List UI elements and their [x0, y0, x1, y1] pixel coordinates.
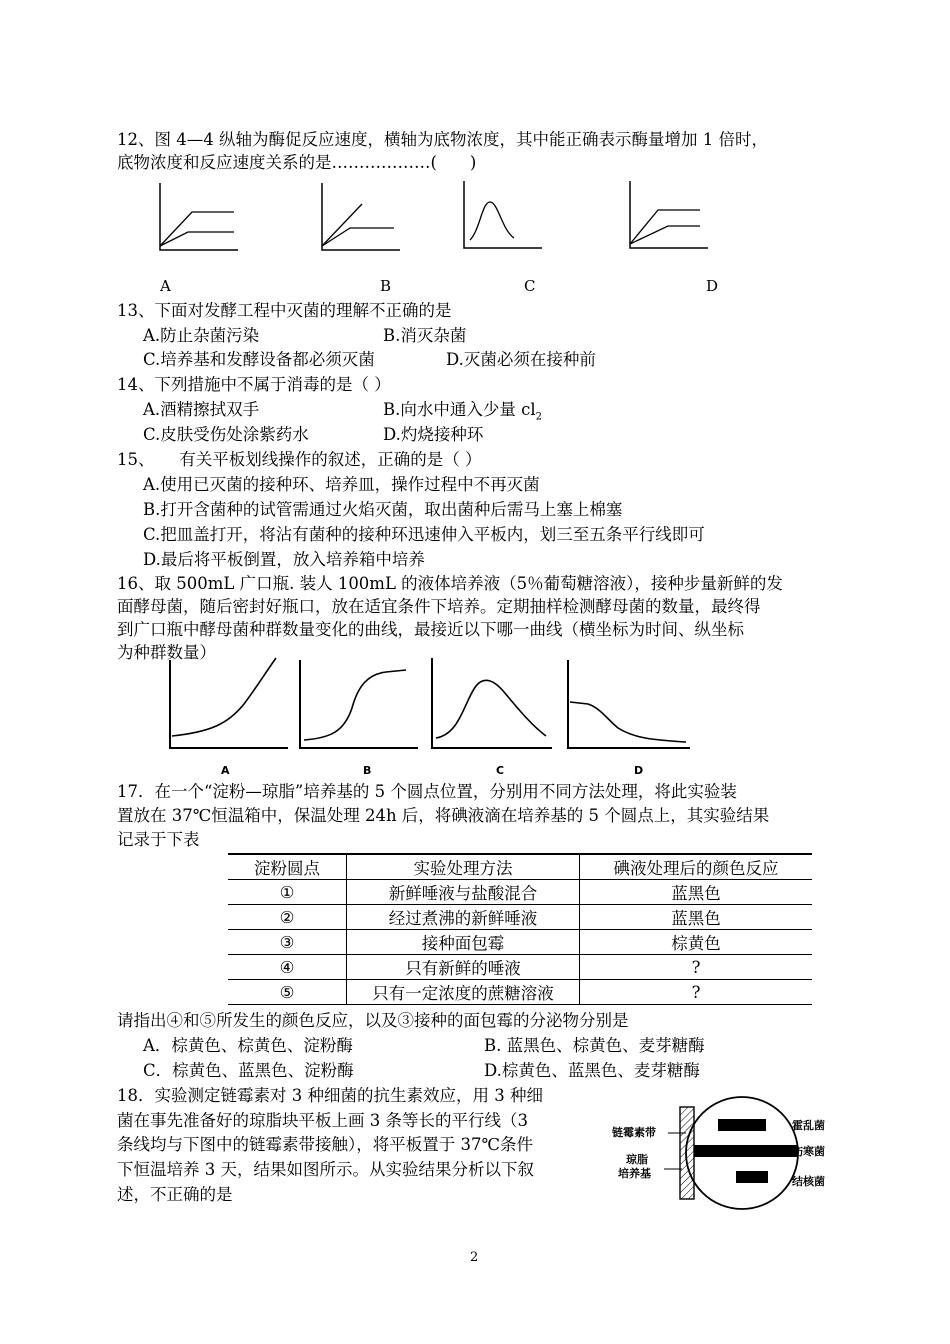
q13-option-b: B.消灭杂菌 [383, 326, 467, 345]
table-header: 碘液处理后的颜色反应 [580, 854, 813, 880]
table-cell: 棕黄色 [580, 930, 813, 955]
q18-line5: 述，不正确的是 [117, 1185, 233, 1204]
q15-option-a: A.使用已灭菌的接种环、培养皿，操作过程中不再灭菌 [143, 475, 540, 494]
q12-label-a: A [160, 277, 171, 295]
q17-line2: 置放在 37℃恒温箱中，保温处理 24h 后，将碘液滴在培养基的 5 个圆点上，其实验结果 [117, 806, 770, 825]
q12-label-d: D [706, 277, 719, 295]
q14-option-d: D.灼烧接种环 [383, 425, 484, 444]
q15-option-c: C.把皿盖打开，将沾有菌种的接种环迅速伸入平板内，划三至五条平行线即可 [143, 525, 705, 544]
q13-stem: 13、下面对发酵工程中灭菌的理解不正确的是 [117, 301, 452, 320]
q16-line3: 到广口瓶中酵母菌种群数量变化的曲线，最接近以下哪一曲线（横坐标为时间、纵坐标 [117, 620, 744, 639]
q16-graph-b [300, 660, 418, 748]
q16-graph-c [432, 658, 552, 748]
label-cholera: 霍乱菌 [792, 1119, 825, 1132]
q16-line4: 为种群数量） [117, 643, 216, 662]
table-row [228, 880, 812, 905]
table-cell: ① [228, 880, 347, 905]
q15-option-d: D.最后将平板倒置，放入培养箱中培养 [143, 550, 425, 569]
q14-option-b-text: B.向水中通入少量 cl [383, 400, 536, 419]
q12-graph-d [620, 178, 710, 253]
table-cell: ? [580, 980, 813, 1005]
table-row [228, 930, 812, 955]
q14-option-a: A.酒精擦拭双手 [143, 400, 260, 419]
q15-stem: 15、 有关平板划线操作的叙述，正确的是（ ） [117, 450, 482, 469]
q17-option-c: C．棕黄色、蓝黑色、淀粉酶 [143, 1061, 354, 1080]
table-cell: ② [228, 905, 347, 930]
q12-line1: 12、图 4—4 纵轴为酶促反应速度，横轴为底物浓度，其中能正确表示酶量增加 1 倍时， [117, 130, 768, 149]
q16-label-b: B [363, 764, 372, 777]
q12-label-c: C [524, 277, 536, 295]
q13-option-a: A.防止杂菌污染 [143, 326, 260, 345]
streak-cholera [718, 1119, 766, 1131]
label-typhoid: 伤寒菌 [792, 1145, 825, 1158]
q15-option-b: B.打开含菌种的试管需通过火焰灭菌，取出菌种后需马上塞上棉塞 [143, 500, 623, 519]
q16-graph-d [568, 660, 690, 748]
q12-graph-b [312, 180, 402, 255]
q18-line2: 菌在事先准备好的琼脂块平板上画 3 条等长的平行线（3 [117, 1111, 528, 1130]
q17-line1: 17．在一个“淀粉—琼脂”培养基的 5 个圆点位置，分别用不同方法处理，将此实验装 [117, 782, 737, 801]
q16-label-c: C [496, 764, 505, 777]
q14-stem: 14、下列措施中不属于消毒的是（ ） [117, 375, 391, 394]
q13-option-d: D.灭菌必须在接种前 [446, 350, 596, 369]
q17-line3: 记录于下表 [117, 830, 200, 849]
table-cell: ⑤ [228, 980, 347, 1005]
table-row [228, 905, 812, 930]
q14-option-c: C.皮肤受伤处涂紫药水 [143, 425, 309, 444]
q16-growth-curves [160, 652, 700, 762]
table-cell: ④ [228, 955, 347, 980]
q12-graph-a [150, 180, 240, 255]
streak-typhoid [694, 1145, 798, 1157]
q17-results-table [228, 853, 812, 1005]
q16-label-d: D [634, 764, 644, 777]
q16-graph-a [170, 658, 288, 748]
table-cell: ? [580, 955, 813, 980]
q14-option-b-subscript: 2 [535, 411, 543, 423]
q12-graph-c [454, 178, 544, 253]
table-cell: 只有新鲜的唾液 [347, 955, 580, 980]
table-cell: 蓝黑色 [580, 880, 813, 905]
table-cell: 经过煮沸的新鲜唾液 [347, 905, 580, 930]
label-tuberculosis: 结核菌 [792, 1175, 825, 1188]
q17-option-b: B. 蓝黑色、棕黄色、麦芽糖酶 [484, 1036, 705, 1055]
table-row [228, 955, 812, 980]
table-cell: 只有一定浓度的蔗糖溶液 [347, 980, 580, 1005]
q18-line3: 条线均与下图中的链霉素带接触），将平板置于 37℃条件 [117, 1135, 533, 1154]
table-header: 淀粉圆点 [228, 854, 347, 880]
q16-label-a: A [221, 764, 230, 777]
table-header-row [228, 854, 812, 880]
q17-option-a: A．棕黄色、棕黄色、淀粉酶 [143, 1036, 353, 1055]
q16-line2: 面酵母菌，随后密封好瓶口，放在适宜条件下培养。定期抽样检测酵母菌的数量，最终得 [117, 597, 761, 616]
label-streptomycin-strip: 链霉素带 [612, 1126, 656, 1139]
q13-option-c: C.培养基和发酵设备都必须灭菌 [143, 350, 375, 369]
label-medium: 培养基 [618, 1167, 651, 1180]
streak-tuberculosis [736, 1171, 768, 1183]
streptomycin-strip [680, 1107, 694, 1199]
table-cell: 新鲜唾液与盐酸混合 [347, 880, 580, 905]
q18-line4: 下恒温培养 3 天，结果如图所示。从实验结果分析以下叙 [117, 1160, 534, 1179]
table-header: 实验处理方法 [347, 854, 580, 880]
label-agar: 琼脂 [626, 1153, 648, 1166]
q12-line2: 底物浓度和反应速度关系的是………………( ) [117, 153, 477, 172]
table-row [228, 980, 812, 1005]
q17-question: 请指出④和⑤所发生的颜色反应，以及③接种的面包霉的分泌物分别是 [117, 1011, 629, 1030]
table-cell: 接种面包霉 [347, 930, 580, 955]
page-number: 2 [470, 1250, 479, 1265]
q18-line1: 18．实验测定链霉素对 3 种细菌的抗生素效应，用 3 种细 [117, 1086, 543, 1105]
q16-line1: 16、取 500mL 广口瓶. 装人 100mL 的液体培养液（5％葡萄糖溶液），接种步量新鲜的发 [117, 574, 783, 593]
q12-label-b: B [380, 277, 392, 295]
table-cell: 蓝黑色 [580, 905, 813, 930]
q17-option-d: D.棕黄色、蓝黑色、麦芽糖酶 [484, 1061, 700, 1080]
q18-petri-dish-figure [608, 1095, 838, 1215]
table-cell: ③ [228, 930, 347, 955]
